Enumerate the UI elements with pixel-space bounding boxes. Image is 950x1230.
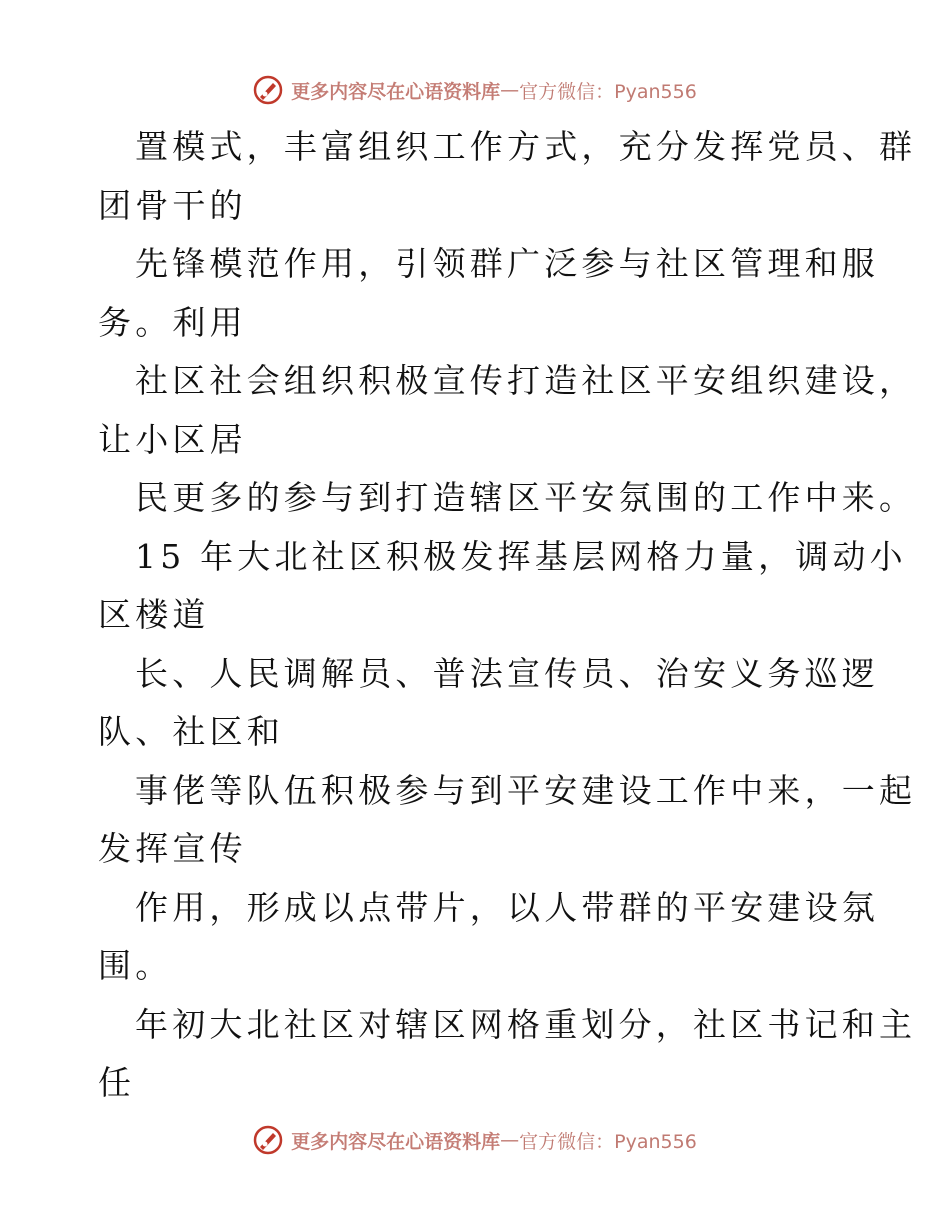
watermark-text: 更多内容尽在心语资料库: [291, 1130, 501, 1153]
text-line: 年初大北社区对辖区网格重划分，社区书记和主: [135, 1004, 917, 1044]
text-line: 发挥宣传: [98, 829, 247, 868]
watermark-contact: 官方微信：Pyan556: [519, 80, 697, 103]
text-line: 作用，形成以点带片，以人带群的平安建设氛: [135, 887, 879, 927]
text-line: 区楼道: [98, 595, 210, 634]
logo-icon: [253, 75, 283, 105]
text-line: 务。利用: [98, 302, 247, 342]
watermark-text: 更多内容尽在心语资料库: [291, 80, 501, 103]
logo-icon: [253, 1125, 283, 1155]
header-watermark: [0, 70, 950, 110]
text-line: 让小区居: [98, 419, 247, 459]
watermark-contact: 官方微信：Pyan556: [519, 1130, 697, 1153]
text-line: 团骨干的: [98, 185, 247, 225]
document-body: [98, 118, 917, 1113]
text-line: 队、社区和: [98, 712, 284, 751]
text-line: 民更多的参与到打造辖区平安氛围的工作中来。: [135, 478, 917, 517]
text-line: 围。: [98, 946, 173, 985]
text-line: 先锋模范作用，引领群广泛参与社区管理和服: [135, 244, 879, 283]
watermark-separator: —: [500, 79, 520, 101]
text-line: 置模式，丰富组织工作方式，充分发挥党员、群: [135, 127, 917, 166]
watermark-separator: —: [500, 1129, 520, 1151]
text-line: 15 年大北社区积极发挥基层网格力量，调动小: [135, 536, 907, 576]
text-line: 任: [98, 1063, 136, 1102]
text-line: 长、人民调解员、普法宣传员、治安义务巡逻: [135, 653, 879, 693]
footer-watermark: [0, 1120, 950, 1160]
text-line: 社区社会组织积极宣传打造社区平安组织建设，: [135, 361, 917, 400]
text-line: 事佬等队伍积极参与到平安建设工作中来，一起: [135, 770, 917, 810]
